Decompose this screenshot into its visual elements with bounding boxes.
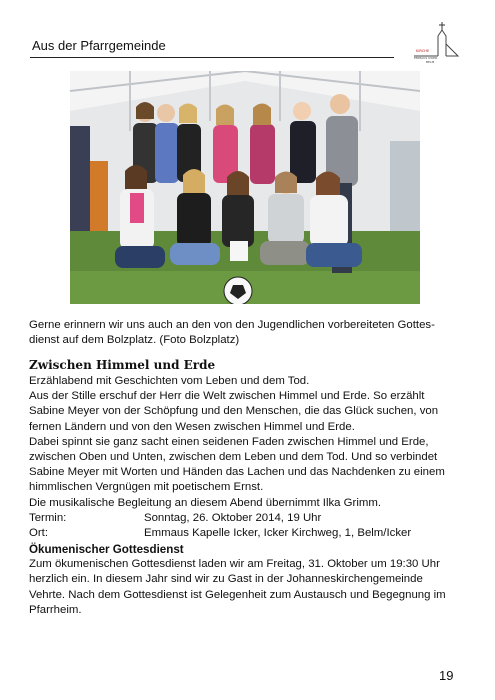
article-heading: Ökumenischer Gottesdienst xyxy=(29,543,184,556)
group-photo xyxy=(70,71,420,304)
article-line: Vehrte. Nach dem Gottesdienst ist Gelegenheit zum Austausch und Begegnung im xyxy=(29,588,446,601)
logo-line-1: KIRCHE xyxy=(416,49,430,53)
article-line: herzlich ein. In diesem Jahr sind wir zu Gast in der Johanneskirchengemeinde xyxy=(29,573,423,586)
article-line: Pfarrheim. xyxy=(29,603,82,616)
ort-row xyxy=(29,526,469,541)
article-line: Erzählabend mit Geschichten vom Leben und dem Tod. xyxy=(29,375,310,387)
ort-label: Ort: xyxy=(29,527,48,540)
article-line: Dabei spinnt sie ganz sacht einen seidenen Faden zwischen Himmel und Erde, xyxy=(29,435,429,448)
article-heading: Zwischen Himmel und Erde xyxy=(29,358,216,372)
article-line: Aus der Stille erschuf der Herr die Welt zwischen Himmel und Erde. So erzählt xyxy=(29,390,425,403)
article-line: fernen Ländern und von den Wesen zwischen Himmel und Erde. xyxy=(29,420,355,433)
article-zwischen-himmel-und-erde xyxy=(29,358,469,541)
article-line: zwischen Oben und Unten, zwischen dem Leben und dem Tod. Und so verbindet xyxy=(29,451,438,464)
header-divider xyxy=(30,57,394,58)
termin-label: Termin: xyxy=(29,511,67,524)
logo-line-2: EMMAUS ICKER xyxy=(414,56,438,60)
caption-line: dienst auf dem Bolzplatz. (Foto Bolzplatz) xyxy=(29,334,240,346)
church-logo-icon xyxy=(408,20,462,64)
page-number: 19 xyxy=(439,668,454,683)
caption-line: Gerne erinnern wir uns auch an den von den Jugendlichen vorbereiteten Gottes- xyxy=(29,319,435,331)
ort-value: Emmaus Kapelle Icker, Icker Kirchweg, 1, Belm/Icker xyxy=(144,527,412,540)
article-line: Zum ökumenischen Gottesdienst laden wir am Freitag, 31. Oktober um 19:30 Uhr xyxy=(29,558,440,571)
photo-caption xyxy=(29,318,467,348)
termin-row xyxy=(29,511,469,526)
article-line: Sabine Meyer von der Schöpfung und den Menschen, die das Glück suchen, von xyxy=(29,405,439,418)
termin-value: Sonntag, 26. Oktober 2014, 19 Uhr xyxy=(144,511,322,524)
article-line: Die musikalische Begleitung an diesem Abend übernimmt Ilka Grimm. xyxy=(29,496,381,509)
article-oekumenischer-gottesdienst xyxy=(29,542,469,618)
article-line: himmlischen Vergnügen mit poetischem Ernst. xyxy=(29,481,264,494)
logo-line-3: BELM xyxy=(426,60,435,64)
article-line: Sabine Meyer mit Worten und Händen das Lachen und das Nachdenken zu einem xyxy=(29,466,445,479)
section-title: Aus der Pfarrgemeinde xyxy=(32,38,166,53)
